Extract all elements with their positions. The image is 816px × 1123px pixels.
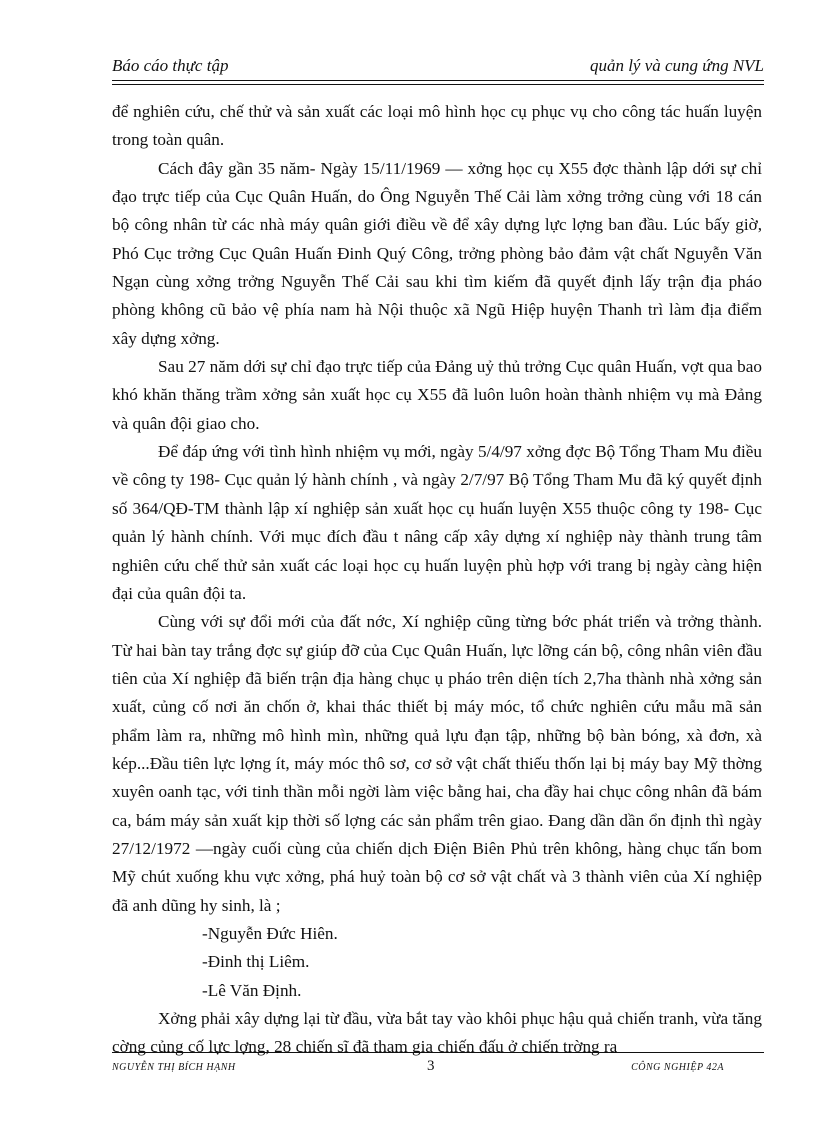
document-body [112, 98, 762, 1062]
header-divider [112, 80, 764, 85]
header-left-title: Báo cáo thực tập [112, 56, 229, 75]
paragraph: để nghiên cứu, chế thử và sản xuất các loại mô hình học cụ phục vụ cho công tác huấn luyện trong toàn quân. [112, 102, 762, 150]
header-right-title: quản lý và cung ứng NVL [589, 56, 764, 75]
list-item: -Lê Văn Định. [202, 980, 302, 1000]
footer-author: NGUYỄN THỊ BÍCH HẠNH [112, 1062, 236, 1073]
paragraph: Sau 27 năm dới sự chỉ đạo trực tiếp của Đảng uỷ thủ trởng Cục quân Huấn, vợt qua bao khó khăn thăng trầm xởng sản xuất học cụ X55 đã luôn luôn hoàn thành nhiệm vụ mà Đảng và quân đội giao cho. [112, 357, 762, 433]
page-number: 3 [427, 1058, 435, 1074]
list-item: -Nguyễn Đức Hiên. [202, 923, 338, 943]
paragraph: Cùng với sự đổi mới của đất nớc, Xí nghiệp cũng từng bớc phát triển và trởng thành. Từ hai bàn tay trắng đợc sự giúp đỡ của Cục Quân Huấn, lực lỡng cán bộ, công nhân viên đầu tiên của Xí nghiệp đã biến trận địa hàng chục ụ pháo trên diện tích 2,7ha thành nhà xởng sản xuất, củng cố nơi ăn chốn ở, khai thác thiết bị máy móc, tổ chức nghiên cứu mẫu mã sản phẩm làm ra, những mô hình mìn, những quả lựu đạn tập, những bộ bàn bóng, xà đơn, xà kép...Đầu tiên lực lợng ít, máy móc thô sơ, cơ sở vật chất thiếu thốn lại bị máy bay Mỹ thờng xuyên oanh tạc, với tinh thần mỗi ngời làm việc bằng hai, cha đầy hai chục công nhân đã bám ca, bám máy sản xuất kịp thời số lợng các sản phẩm trên giao. Đang dần dần ổn định thì ngày 27/12/1972 —ngày cuối cùng của chiến dịch Điện Biên Phủ trên không, hàng chục tấn bom Mỹ chút xuống khu vực xởng, phá huỷ toàn bộ cơ sở vật chất và 3 thành viên của Xí nghiệp đã anh dũng hy sinh, là ; [112, 612, 762, 915]
paragraph: Xởng phải xây dựng lại từ đầu, vừa bắt tay vào khôi phục hậu quả chiến tranh, vừa tăng cờng củng cố lực lợng, 28 chiến sĩ đã tham gia chiến đấu ở chiến trờng ra [112, 1009, 762, 1057]
paragraph: Cách đây gần 35 năm- Ngày 15/11/1969 — xởng học cụ X55 đợc thành lập dới sự chỉ đạo trực tiếp của Cục Quân Huấn, do Ông Nguyễn Thế Cải làm xởng trởng cùng với 18 cán bộ công nhân từ các nhà máy quân giới điều về để xây dựng lực lợng ban đầu. Lúc bấy giờ, Phó Cục trởng Cục Quân Huấn Đinh Quý Công, trởng phòng bảo đảm vật chất Nguyễn Văn Ngạn cùng xởng trởng Nguyễn Thế Cải sau khi tìm kiếm đã quyết định lấy trận địa pháo phòng không cũ bảo vệ phía nam hà Nội thuộc xã Ngũ Hiệp huyện Thanh trì làm địa điểm xây dựng xởng. [112, 158, 762, 348]
paragraph: Để đáp ứng với tình hình nhiệm vụ mới, ngày 5/4/97 xởng đợc Bộ Tổng Tham Mu điều về công ty 198- Cục quản lý hành chính , và ngày 2/7/97 Bộ Tổng Tham Mu đã ký quyết định số 364/QĐ-TM thành lập xí nghiệp sản xuất học cụ huấn luyện X55 thuộc công ty 198- Cục quản lý hành chính. Với mục đích đầu t nâng cấp xây dựng xí nghiệp này thành trung tâm nghiên cứu chế thử sản xuất các loại học cụ huấn luyện phù hợp với trang bị ngày càng hiện đại của quân đội ta. [112, 442, 762, 603]
page-header [112, 56, 764, 78]
footer-divider [112, 1052, 764, 1054]
footer-class: CÔNG NGHIỆP 42A [631, 1062, 724, 1073]
list-item: -Đinh thị Liêm. [202, 952, 310, 972]
names-list [112, 920, 762, 1005]
page-footer [112, 1058, 764, 1080]
